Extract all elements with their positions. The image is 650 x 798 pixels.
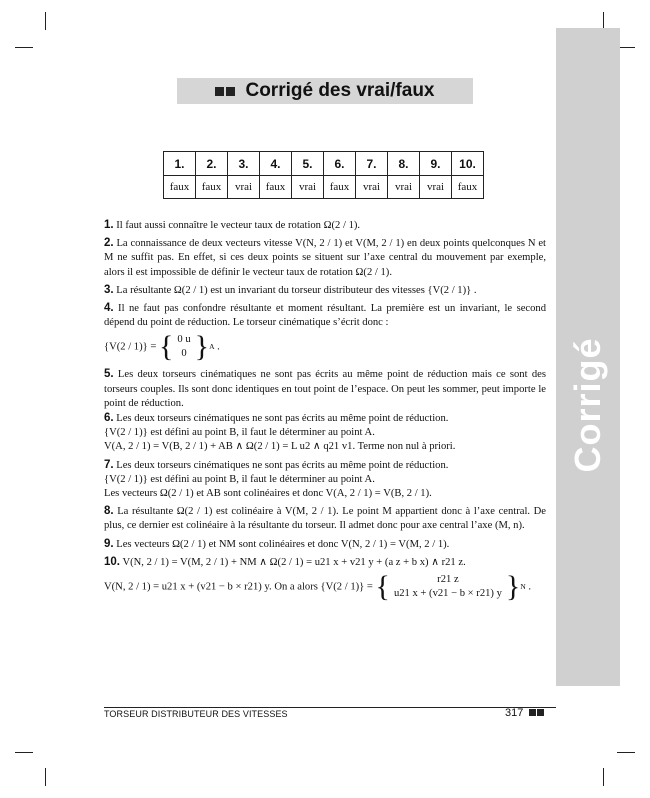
crop-mark: [45, 768, 46, 786]
item-text: sont colinéaires et donc: [223, 488, 324, 500]
correction-item: [104, 411, 546, 455]
torsor-point: A: [209, 342, 215, 352]
item-formula: V(M, 2 / 1): [284, 506, 336, 518]
item-text: La résultante: [116, 284, 172, 296]
running-footer-title: TORSEUR DISTRIBUTEUR DES VITESSES: [104, 709, 288, 719]
item-text: Les vecteurs: [104, 488, 158, 500]
item-text: . On a alors: [269, 581, 318, 593]
answer-number: 9.: [420, 152, 452, 176]
item-text: et: [345, 238, 353, 250]
square-bullets-icon: [215, 87, 237, 96]
torsor-matrix: [159, 332, 214, 362]
item-formula: Ω(2 / 1): [173, 284, 208, 296]
item-text: et: [208, 538, 217, 550]
answer-number: 5.: [292, 152, 324, 176]
item-number: 8.: [104, 505, 114, 518]
item-formula: Ω(2 / 1): [323, 220, 358, 231]
torsor-row: 0 u: [177, 334, 191, 346]
item-text: Il ne faut pas confondre résultante et moment résultant. La première est un invariant, le second dépend du point de réduction. Le torseur cinématique s’écrit donc :: [104, 303, 546, 329]
answers-value-row: [164, 176, 484, 199]
torsor-point: N: [520, 581, 526, 591]
item-text: est défini au point B, il faut le déterminer au point A.: [150, 427, 375, 439]
answer-number: 1.: [164, 152, 196, 176]
item-text: .: [389, 266, 392, 278]
item-formula: V(N, 2 / 1): [295, 238, 343, 250]
section-title: Corrigé des vrai/faux: [245, 80, 435, 101]
item-text: La connaissance de deux vecteurs vitesse: [116, 238, 293, 250]
item-text: .: [473, 284, 477, 296]
torsor-lhs: {V(2 / 1)} =: [104, 341, 157, 353]
item-number: 5.: [104, 368, 114, 381]
torsor-row: u21 x + (v21 − b × r21) y: [393, 588, 502, 600]
torsor-cells: [173, 333, 194, 361]
item-equation: V(N, 2 / 1) = u21 x + (v21 − b × r21) y: [104, 581, 270, 593]
item-text: .: [429, 488, 432, 500]
item-number: 3.: [104, 283, 114, 296]
answer-value: faux: [164, 176, 196, 199]
item-text: est défini au point B, il faut le déterminer au point A.: [150, 473, 375, 485]
correction-item: [104, 555, 546, 604]
item-equation: V(N, 2 / 1) = V(M, 2 / 1) + NM ∧ Ω(2 / 1) = u21 x + v21 y + (a z + b x) ∧ r21 z: [122, 556, 464, 568]
item-text: et: [196, 488, 204, 500]
answer-value: faux: [260, 176, 292, 199]
torsor-lhs: {V(2 / 1)} =: [320, 581, 373, 593]
crop-mark: [603, 768, 604, 786]
answer-number: 7.: [356, 152, 388, 176]
close-brace: }: [194, 330, 210, 364]
open-brace: {: [159, 330, 174, 364]
answer-number: 6.: [324, 152, 356, 176]
item-formula: Ω(2 / 1): [159, 488, 194, 500]
item-text: .: [446, 538, 450, 550]
item-formula: (M, n): [494, 520, 523, 532]
item-text: .: [217, 341, 220, 353]
open-brace: {: [375, 570, 390, 604]
item-text: Il faut aussi connaître le vecteur taux de rotation: [116, 220, 321, 231]
item-text: en deux points quelconques N et M ne suffit pas. En effet, si ces deux points se situent sur l’axe central du mouvement par exemple, alors il est impossible de définir le vecteur taux de rotation: [104, 238, 546, 278]
item-formula: NM: [218, 538, 236, 550]
item-number: 6.: [104, 412, 114, 425]
footer-rule: [104, 707, 556, 708]
answer-value: vrai: [292, 176, 324, 199]
correction-item: [104, 301, 546, 330]
item-text: est colinéaire à: [216, 506, 282, 518]
answer-value: faux: [452, 176, 484, 199]
item-formula: V(N, 2 / 1) = V(M, 2 / 1): [340, 538, 447, 550]
close-brace: }: [505, 570, 521, 604]
page-number-group: [505, 707, 544, 719]
item-text: .: [522, 520, 525, 532]
answer-value: vrai: [420, 176, 452, 199]
crop-mark: [15, 752, 33, 753]
correction-item: [104, 458, 546, 502]
item-formula: V(A, 2 / 1) = V(B, 2 / 1): [325, 488, 430, 500]
item-equation: V(A, 2 / 1) = V(B, 2 / 1) + AB ∧ Ω(2 / 1) = L u2 ∧ q21 v1: [104, 441, 353, 453]
answer-value: faux: [196, 176, 228, 199]
corrections-body: [104, 218, 546, 604]
torsor-cells: [390, 573, 506, 601]
torsor-matrix: [376, 572, 526, 602]
item-text: . Le point M appartient donc à l’axe central. De plus, ce dernier est colinéaire à la résultante du torseur. Il admet donc pour axe central l’axe: [104, 506, 547, 532]
item-number: 2.: [104, 237, 114, 250]
answer-number: 4.: [260, 152, 292, 176]
item-number: 4.: [104, 302, 114, 315]
item-text: Les deux torseurs cinématiques ne sont pas écrits au même point de réduction mais ce sont des torseurs couples. Ils sont donc identiques en tout point de l’espace. On peut les sommer, peut importe le point de réduction.: [104, 369, 546, 409]
item-text: .: [357, 220, 361, 231]
item-text: . Terme non nul à priori.: [352, 441, 456, 453]
item-number: 1.: [104, 219, 114, 231]
answers-table: [163, 151, 484, 199]
item-formula: {V(2 / 1)}: [104, 427, 148, 439]
answer-number: 3.: [228, 152, 260, 176]
item-text: Les vecteurs: [116, 538, 170, 550]
correction-item: [104, 283, 546, 298]
correction-item: [104, 218, 546, 233]
item-formula: AB: [206, 488, 221, 500]
page-number: 317: [505, 707, 524, 719]
section-title-box: [177, 78, 473, 104]
crop-mark: [617, 752, 635, 753]
item-formula: {V(2 / 1)}: [104, 473, 148, 485]
crop-mark: [15, 47, 33, 48]
torsor-row: r21 z: [437, 573, 459, 585]
item-number: 10.: [104, 555, 120, 568]
item-text: Les deux torseurs cinématiques ne sont pas écrits au même point de réduction.: [116, 413, 449, 425]
item-formula: Ω(2 / 1): [355, 266, 390, 278]
crop-mark: [45, 12, 46, 30]
answer-number: 10.: [452, 152, 484, 176]
answers-number-row: [164, 152, 484, 176]
correction-item: [104, 236, 546, 280]
item-number: 7.: [104, 458, 114, 471]
answer-number: 2.: [196, 152, 228, 176]
correction-item: [104, 367, 546, 411]
item-formula: V(M, 2 / 1): [355, 238, 405, 250]
item-text: .: [528, 581, 532, 593]
item-text: sont colinéaires et donc: [238, 538, 339, 550]
answer-value: faux: [324, 176, 356, 199]
item-formula: Ω(2 / 1): [176, 506, 213, 518]
item-text: Les deux torseurs cinématiques ne sont pas écrits au même point de réduction.: [116, 459, 449, 471]
correction-item: [104, 537, 546, 552]
item-number: 9.: [104, 537, 114, 550]
answer-value: vrai: [228, 176, 260, 199]
answer-number: 8.: [388, 152, 420, 176]
correction-item: [104, 504, 546, 533]
square-bullets-icon: [528, 707, 544, 719]
torsor-row: 0: [181, 348, 187, 360]
item-formula: Ω(2 / 1): [172, 538, 206, 550]
item-text: est un invariant du torseur distributeur des vitesses: [210, 284, 425, 296]
item-text: La résultante: [117, 506, 174, 518]
answer-value: vrai: [388, 176, 420, 199]
item-formula: {V(2 / 1)}: [427, 284, 472, 296]
sidebar-label: Corrigé: [567, 337, 608, 473]
item-text: .: [463, 556, 466, 568]
torsor-equation: [104, 330, 546, 364]
answer-value: vrai: [356, 176, 388, 199]
